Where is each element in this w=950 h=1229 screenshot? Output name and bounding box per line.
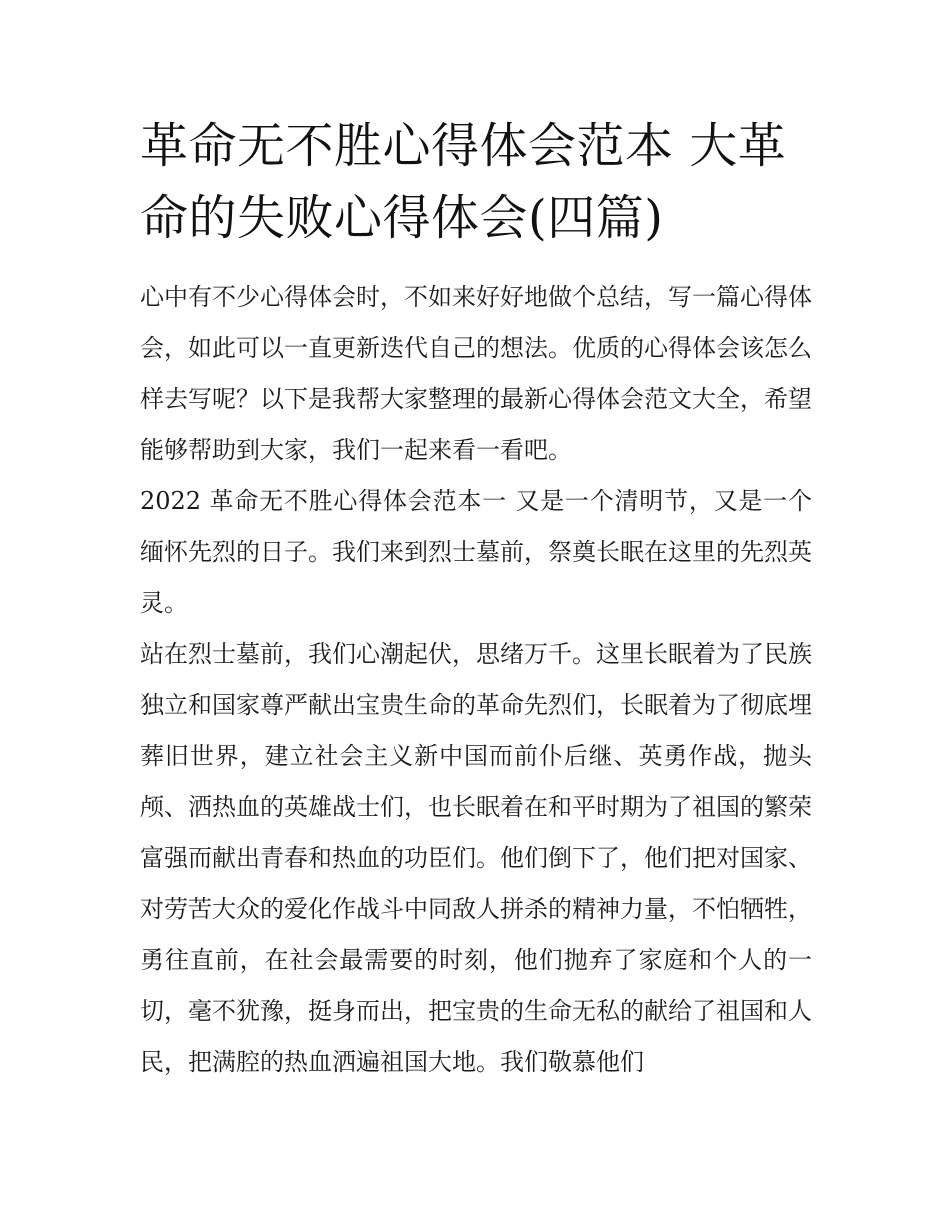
paragraph-first-sample: 2022 革命无不胜心得体会范本一 又是一个清明节，又是一个缅怀先烈的日子。我们来到烈士墓前，祭奠长眠在这里的先烈英灵。 (140, 487, 812, 617)
paragraph-martyrs-tomb: 站在烈士墓前，我们心潮起伏，思绪万千。这里长眠着为了民族独立和国家尊严献出宝贵生命的革命先烈们，长眠着为了彻底埋葬旧世界，建立社会主义新中国而前仆后继、英勇作战，抛头颅、洒热血的英雄战士们，也长眠着在和平时期为了祖国的繁荣富强而献出青春和热血的功臣们。他们倒下了，他们把对国家、对劳苦大众的爱化作战斗中同敌人拼杀的精神力量，不怕牺牲，勇往直前，在社会最需要的时刻，他们抛弃了家庭和个人的一切，毫不犹豫，挺身而出，把宝贵的生命无私的献给了祖国和人民，把满腔的热血洒遍祖国大地。我们敬慕他们 (140, 640, 812, 1076)
document-page (140, 110, 812, 1088)
paragraph-intro: 心中有不少心得体会时，不如来好好地做个总结，写一篇心得体会，如此可以一直更新迭代自己的想法。优质的心得体会该怎么样去写呢？以下是我帮大家整理的最新心得体会范文大全，希望能够帮助到大家，我们一起来看一看吧。 (140, 283, 812, 464)
document-body (140, 272, 812, 1088)
document-title: 革命无不胜心得体会范本 大革命的失败心得体会(四篇) (140, 118, 787, 246)
